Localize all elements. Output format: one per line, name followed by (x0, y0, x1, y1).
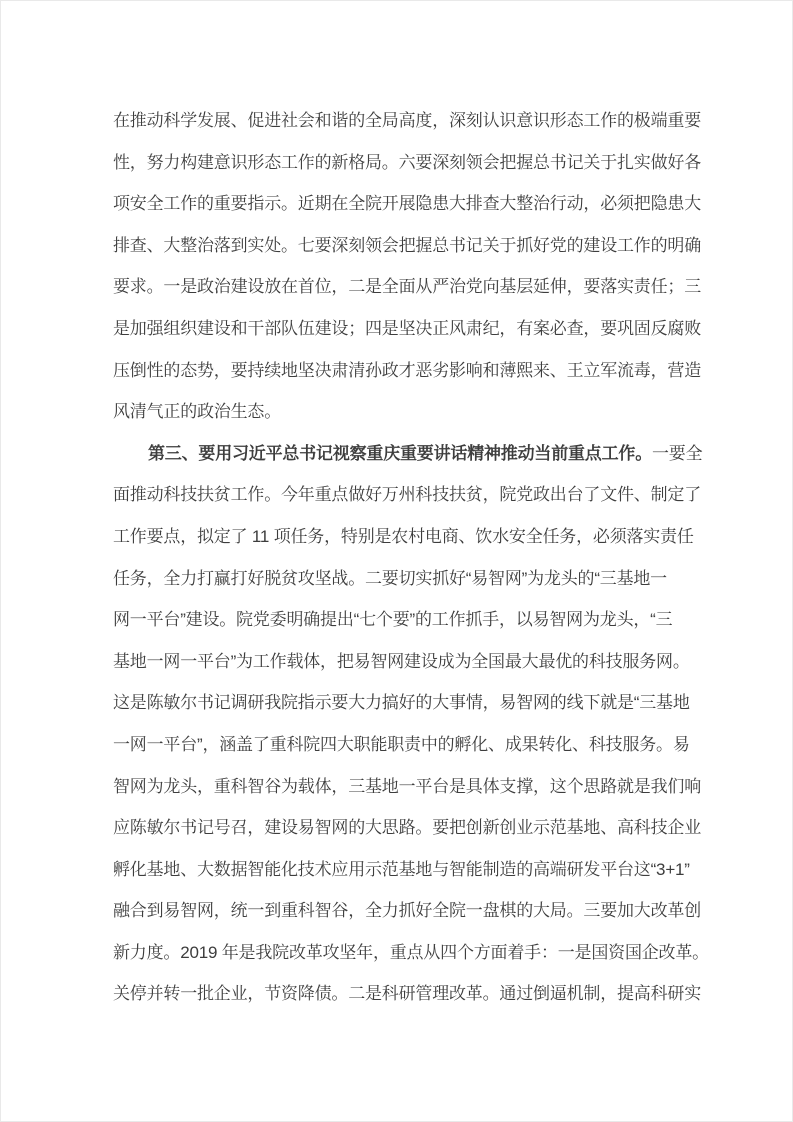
paragraph-1 (113, 100, 703, 433)
text-line: 一网一平台”，涵盖了重科院四大职能职责中的孵化、成果转化、科技服务。易 (113, 734, 690, 754)
text-line: 风清气正的政治生态。 (113, 402, 281, 422)
text-line: 性，努力构建意识形态工作的新格局。六要深刻领会把握总书记关于扎实做好各 (113, 152, 701, 172)
paragraph-2 (113, 433, 709, 1015)
text-line: 这是陈敏尔书记调研我院指示要大力搞好的大事情，易智网的线下就是“三基地 (113, 693, 690, 713)
text-line: 压倒性的态势，要持续地坚决肃清孙政才恶劣影响和薄熙来、王立军流毒，营造 (113, 360, 701, 380)
text-line: 应陈敏尔书记号召，建设易智网的大思路。要把创新创业示范基地、高科技企业 (113, 818, 701, 838)
text-line: 孵化基地、大数据智能化技术应用示范基地与智能制造的高端研发平台这“3+1” (113, 859, 690, 879)
paragraph-2-lead-rest: 一要全 (652, 443, 703, 463)
text-line: 项安全工作的重要指示。近期在全院开展隐患大排查大整治行动，必须把隐患大 (113, 194, 701, 214)
text-line: 是加强组织建设和干部队伍建设；四是坚决正风肃纪，有案必查，要巩固反腐败 (113, 318, 701, 338)
text-line: 融合到易智网，统一到重科智谷，全力抓好全院一盘棋的大局。三要加大改革创 (113, 901, 701, 921)
text-line (113, 433, 703, 475)
text-line: 工作要点，拟定了 11 项任务，特别是农村电商、饮水安全任务，必须落实责任 (113, 526, 694, 546)
document-content (113, 100, 709, 1015)
text-line: 关停并转一批企业，节资降债。二是科研管理改革。通过倒逼机制，提高科研实 (113, 984, 701, 1004)
paragraph-2-heading: 第三、要用习近平总书记视察重庆重要讲话精神推动当前重点工作。 (148, 443, 652, 463)
text-line: 面推动科技扶贫工作。今年重点做好万州科技扶贫，院党政出台了文件、制定了 (113, 485, 701, 505)
text-line: 网一平台”建设。院党委明确提出“七个要”的工作抓手，以易智网为龙头，“三 (113, 610, 673, 630)
text-line: 在推动科学发展、促进社会和谐的全局高度，深刻认识意识形态工作的极端重要 (113, 111, 701, 130)
text-line: 智网为龙头，重科智谷为载体，三基地一平台是具体支撑，这个思路就是我们响 (113, 776, 701, 796)
text-line: 要求。一是政治建设放在首位，二是全面从严治党向基层延伸，要落实责任；三 (113, 277, 701, 297)
text-line: 新力度。2019 年是我院改革攻坚年，重点从四个方面着手：一是国资国企改革。 (113, 942, 709, 962)
text-line: 基地一网一平台”为工作载体，把易智网建设成为全国最大最优的科技服务网。 (113, 651, 690, 671)
text-line: 任务，全力打赢打好脱贫攻坚战。二要切实抓好“易智网”为龙头的“三基地一 (113, 568, 667, 588)
text-line: 排查、大整治落到实处。七要深刻领会把握总书记关于抓好党的建设工作的明确 (113, 235, 701, 255)
